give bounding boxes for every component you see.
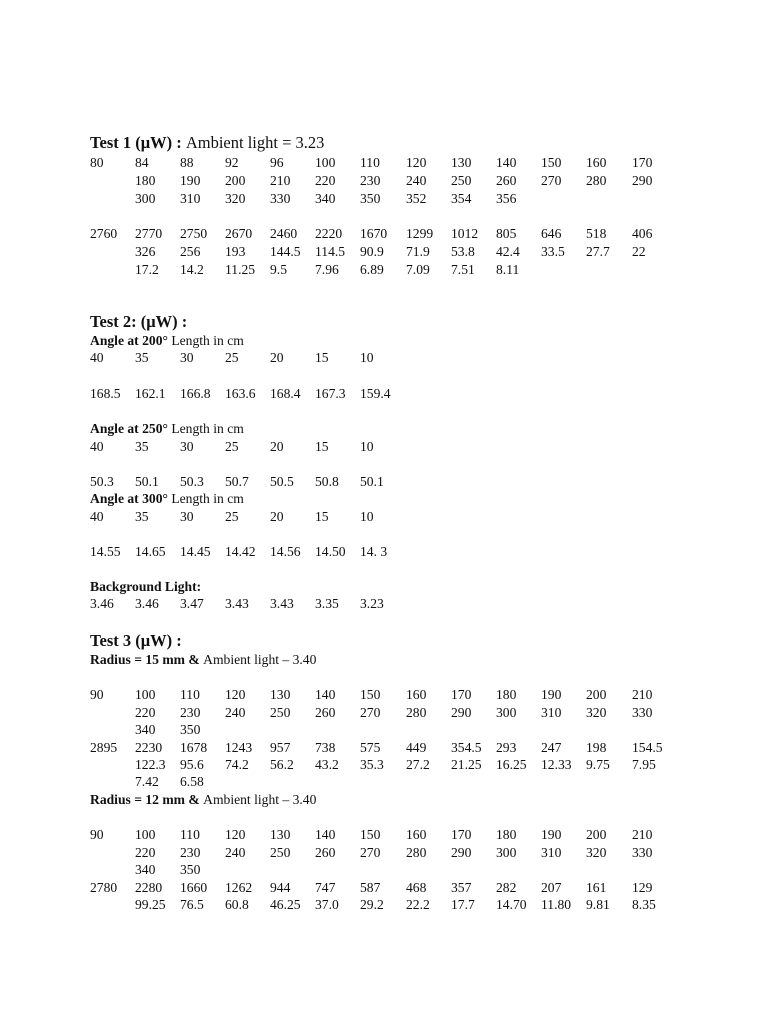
table-cell: 11.80: [541, 897, 572, 912]
radius-12-title: Radius = 12 mm &: [90, 792, 200, 807]
table-cell: 160: [586, 155, 607, 170]
table-cell: 120: [225, 687, 246, 702]
table-cell: 247: [541, 740, 562, 755]
table-cell: 14.65: [135, 544, 166, 559]
table-cell: 282: [496, 880, 517, 895]
table-cell: 193: [225, 244, 246, 259]
table-cell: 130: [270, 687, 291, 702]
table-cell: 1299: [406, 226, 434, 241]
angle-200-unit: Length in cm: [171, 333, 244, 348]
angle-300-title: Angle at 300°: [90, 491, 168, 506]
table-cell: 50.5: [270, 474, 294, 489]
table-cell: 293: [496, 740, 517, 755]
table-cell: 110: [180, 827, 200, 842]
table-cell: 406: [632, 226, 653, 241]
table-cell: 256: [180, 244, 201, 259]
table-cell: 170: [632, 155, 653, 170]
table-cell: 150: [541, 155, 562, 170]
table-cell: 130: [451, 155, 472, 170]
table-cell: 160: [406, 827, 427, 842]
table-cell: 190: [541, 827, 562, 842]
table-cell: 35: [135, 350, 149, 365]
table-cell: 15: [315, 350, 329, 365]
radius-15-ambient: Ambient light – 3.40: [203, 652, 317, 667]
table-cell: 180: [496, 687, 517, 702]
table-cell: 20: [270, 509, 284, 524]
table-cell: 330: [270, 191, 291, 206]
table-cell: 170: [451, 827, 472, 842]
table-cell: 10: [360, 439, 374, 454]
angle-250-label: [90, 421, 244, 437]
table-cell: 21.25: [451, 757, 482, 772]
table-cell: 290: [451, 845, 472, 860]
table-cell: 46.25: [270, 897, 301, 912]
table-cell: 300: [496, 705, 517, 720]
table-cell: 7.51: [451, 262, 475, 277]
table-cell: 90.9: [360, 244, 384, 259]
table-cell: 2230: [135, 740, 163, 755]
table-cell: 310: [541, 705, 562, 720]
table-cell: 35: [135, 509, 149, 524]
table-cell: 33.5: [541, 244, 565, 259]
table-cell: 14.42: [225, 544, 256, 559]
table-cell: 250: [451, 173, 472, 188]
table-cell: 11.25: [225, 262, 256, 277]
table-cell: 290: [632, 173, 653, 188]
table-cell: 354.5: [451, 740, 482, 755]
table-cell: 60.8: [225, 897, 249, 912]
table-cell: 200: [225, 173, 246, 188]
table-cell: 300: [135, 191, 156, 206]
test1-heading-title: Test 1 (μW) :: [90, 133, 182, 152]
angle-250-unit: Length in cm: [171, 421, 244, 436]
angle-250-title: Angle at 250°: [90, 421, 168, 436]
table-cell: 90: [90, 827, 104, 842]
table-cell: 260: [315, 845, 336, 860]
table-cell: 646: [541, 226, 562, 241]
table-cell: 92: [225, 155, 239, 170]
table-cell: 350: [180, 862, 201, 877]
table-cell: 1670: [360, 226, 388, 241]
table-cell: 100: [135, 827, 156, 842]
table-cell: 280: [586, 173, 607, 188]
test3-heading: Test 3 (μW) :: [90, 631, 182, 650]
table-cell: 160: [406, 687, 427, 702]
table-cell: 190: [180, 173, 201, 188]
table-cell: 270: [360, 705, 381, 720]
table-cell: 310: [541, 845, 562, 860]
table-cell: 2220: [315, 226, 343, 241]
table-cell: 22: [632, 244, 646, 259]
radius-15-label: [90, 652, 316, 668]
table-cell: 22.2: [406, 897, 430, 912]
table-cell: 747: [315, 880, 336, 895]
table-cell: 150: [360, 827, 381, 842]
table-cell: 944: [270, 880, 291, 895]
table-cell: 129: [632, 880, 653, 895]
table-cell: 1243: [225, 740, 253, 755]
table-cell: 210: [632, 827, 653, 842]
table-cell: 30: [180, 439, 194, 454]
table-cell: 10: [360, 350, 374, 365]
table-cell: 43.2: [315, 757, 339, 772]
table-cell: 350: [360, 191, 381, 206]
table-cell: 95.6: [180, 757, 204, 772]
table-cell: 25: [225, 439, 239, 454]
table-cell: 198: [586, 740, 607, 755]
table-cell: 2460: [270, 226, 298, 241]
table-cell: 17.7: [451, 897, 475, 912]
table-cell: 518: [586, 226, 607, 241]
table-cell: 3.23: [360, 596, 384, 611]
table-cell: 326: [135, 244, 156, 259]
table-cell: 957: [270, 740, 291, 755]
table-cell: 12.33: [541, 757, 572, 772]
table-cell: 7.96: [315, 262, 339, 277]
table-cell: 1262: [225, 880, 253, 895]
table-cell: 100: [135, 687, 156, 702]
table-cell: 40: [90, 509, 104, 524]
table-cell: 50.1: [135, 474, 159, 489]
table-cell: 30: [180, 350, 194, 365]
table-cell: 738: [315, 740, 336, 755]
table-cell: 53.8: [451, 244, 475, 259]
table-cell: 120: [225, 827, 246, 842]
table-cell: 357: [451, 880, 472, 895]
table-cell: 20: [270, 439, 284, 454]
table-cell: 9.75: [586, 757, 610, 772]
table-cell: 2760: [90, 226, 118, 241]
table-cell: 230: [360, 173, 381, 188]
table-cell: 220: [315, 173, 336, 188]
table-cell: 161: [586, 880, 607, 895]
table-cell: 25: [225, 509, 239, 524]
table-cell: 110: [180, 687, 200, 702]
table-cell: 320: [586, 845, 607, 860]
table-cell: 230: [180, 845, 201, 860]
table-cell: 84: [135, 155, 149, 170]
table-cell: 25: [225, 350, 239, 365]
table-cell: 170: [451, 687, 472, 702]
table-cell: 71.9: [406, 244, 430, 259]
table-cell: 230: [180, 705, 201, 720]
table-cell: 352: [406, 191, 427, 206]
table-cell: 167.3: [315, 386, 346, 401]
radius-15-title: Radius = 15 mm &: [90, 652, 200, 667]
table-cell: 356: [496, 191, 517, 206]
table-cell: 35: [135, 439, 149, 454]
table-cell: 7.42: [135, 774, 159, 789]
table-cell: 468: [406, 880, 427, 895]
table-cell: 354: [451, 191, 472, 206]
table-cell: 180: [496, 827, 517, 842]
table-cell: 280: [406, 845, 427, 860]
table-cell: 2780: [90, 880, 118, 895]
table-cell: 250: [270, 705, 291, 720]
table-cell: 17.2: [135, 262, 159, 277]
radius-12-label: [90, 792, 316, 808]
table-cell: 9.5: [270, 262, 287, 277]
angle-200-title: Angle at 200°: [90, 333, 168, 348]
table-cell: 168.5: [90, 386, 121, 401]
table-cell: 190: [541, 687, 562, 702]
table-cell: 166.8: [180, 386, 211, 401]
table-cell: 220: [135, 845, 156, 860]
table-cell: 9.81: [586, 897, 610, 912]
table-cell: 144.5: [270, 244, 301, 259]
table-cell: 16.25: [496, 757, 527, 772]
table-cell: 6.58: [180, 774, 204, 789]
table-cell: 50.1: [360, 474, 384, 489]
table-cell: 260: [315, 705, 336, 720]
table-cell: 14.2: [180, 262, 204, 277]
table-cell: 2670: [225, 226, 253, 241]
table-cell: 56.2: [270, 757, 294, 772]
table-cell: 3.46: [90, 596, 114, 611]
radius-12-ambient: Ambient light – 3.40: [203, 792, 317, 807]
table-cell: 50.8: [315, 474, 339, 489]
table-cell: 449: [406, 740, 427, 755]
table-cell: 280: [406, 705, 427, 720]
table-cell: 114.5: [315, 244, 346, 259]
table-cell: 15: [315, 439, 329, 454]
table-cell: 180: [135, 173, 156, 188]
table-cell: 320: [586, 705, 607, 720]
background-light-label: Background Light:: [90, 579, 202, 594]
table-cell: 50.3: [90, 474, 114, 489]
table-cell: 168.4: [270, 386, 301, 401]
table-cell: 35.3: [360, 757, 384, 772]
table-cell: 140: [315, 687, 336, 702]
table-cell: 163.6: [225, 386, 256, 401]
table-cell: 200: [586, 687, 607, 702]
table-cell: 220: [135, 705, 156, 720]
test1-heading: [90, 134, 324, 152]
table-cell: 3.43: [270, 596, 294, 611]
table-cell: 240: [406, 173, 427, 188]
table-cell: 154.5: [632, 740, 663, 755]
test2-heading: Test 2: (μW) :: [90, 312, 188, 331]
table-cell: 2770: [135, 226, 163, 241]
table-cell: 159.4: [360, 386, 391, 401]
angle-300-unit: Length in cm: [171, 491, 244, 506]
table-cell: 30: [180, 509, 194, 524]
table-cell: 260: [496, 173, 517, 188]
table-cell: 270: [541, 173, 562, 188]
table-cell: 270: [360, 845, 381, 860]
table-cell: 14.70: [496, 897, 527, 912]
table-cell: 8.35: [632, 897, 656, 912]
table-cell: 27.2: [406, 757, 430, 772]
table-cell: 250: [270, 845, 291, 860]
table-cell: 340: [315, 191, 336, 206]
table-cell: 10: [360, 509, 374, 524]
table-cell: 310: [180, 191, 201, 206]
table-cell: 110: [360, 155, 380, 170]
table-cell: 40: [90, 350, 104, 365]
table-cell: 2280: [135, 880, 163, 895]
table-cell: 300: [496, 845, 517, 860]
table-cell: 320: [225, 191, 246, 206]
table-cell: 3.46: [135, 596, 159, 611]
table-cell: 14.45: [180, 544, 211, 559]
table-cell: 50.7: [225, 474, 249, 489]
table-cell: 240: [225, 705, 246, 720]
table-cell: 2750: [180, 226, 208, 241]
table-cell: 150: [360, 687, 381, 702]
table-cell: 2895: [90, 740, 118, 755]
table-cell: 340: [135, 862, 156, 877]
table-cell: 27.7: [586, 244, 610, 259]
table-cell: 290: [451, 705, 472, 720]
table-cell: 130: [270, 827, 291, 842]
table-cell: 90: [90, 687, 104, 702]
table-cell: 74.2: [225, 757, 249, 772]
table-cell: 330: [632, 845, 653, 860]
table-cell: 340: [135, 722, 156, 737]
table-cell: 200: [586, 827, 607, 842]
table-cell: 587: [360, 880, 381, 895]
table-cell: 29.2: [360, 897, 384, 912]
table-cell: 140: [315, 827, 336, 842]
table-cell: 42.4: [496, 244, 520, 259]
table-cell: 350: [180, 722, 201, 737]
table-cell: 140: [496, 155, 517, 170]
table-cell: 7.09: [406, 262, 430, 277]
table-cell: 122.3: [135, 757, 166, 772]
table-cell: 240: [225, 845, 246, 860]
table-cell: 14. 3: [360, 544, 388, 559]
table-cell: 575: [360, 740, 381, 755]
table-cell: 15: [315, 509, 329, 524]
test1-ambient-light: Ambient light = 3.23: [185, 133, 325, 152]
table-cell: 14.55: [90, 544, 121, 559]
table-cell: 40: [90, 439, 104, 454]
table-cell: 3.43: [225, 596, 249, 611]
table-cell: 8.11: [496, 262, 520, 277]
angle-200-label: [90, 333, 244, 349]
table-cell: 1012: [451, 226, 479, 241]
table-cell: 37.0: [315, 897, 339, 912]
table-cell: 76.5: [180, 897, 204, 912]
table-cell: 3.35: [315, 596, 339, 611]
table-cell: 99.25: [135, 897, 166, 912]
table-cell: 20: [270, 350, 284, 365]
angle-300-label: [90, 491, 244, 507]
table-cell: 120: [406, 155, 427, 170]
table-cell: 14.56: [270, 544, 301, 559]
table-cell: 210: [270, 173, 291, 188]
table-cell: 210: [632, 687, 653, 702]
table-cell: 50.3: [180, 474, 204, 489]
table-cell: 1678: [180, 740, 208, 755]
table-cell: 100: [315, 155, 336, 170]
table-cell: 162.1: [135, 386, 166, 401]
table-cell: 1660: [180, 880, 208, 895]
table-cell: 6.89: [360, 262, 384, 277]
table-cell: 805: [496, 226, 517, 241]
table-cell: 14.50: [315, 544, 346, 559]
table-cell: 207: [541, 880, 562, 895]
table-cell: 88: [180, 155, 194, 170]
table-cell: 80: [90, 155, 104, 170]
table-cell: 96: [270, 155, 284, 170]
table-cell: 330: [632, 705, 653, 720]
table-cell: 3.47: [180, 596, 204, 611]
table-cell: 7.95: [632, 757, 656, 772]
